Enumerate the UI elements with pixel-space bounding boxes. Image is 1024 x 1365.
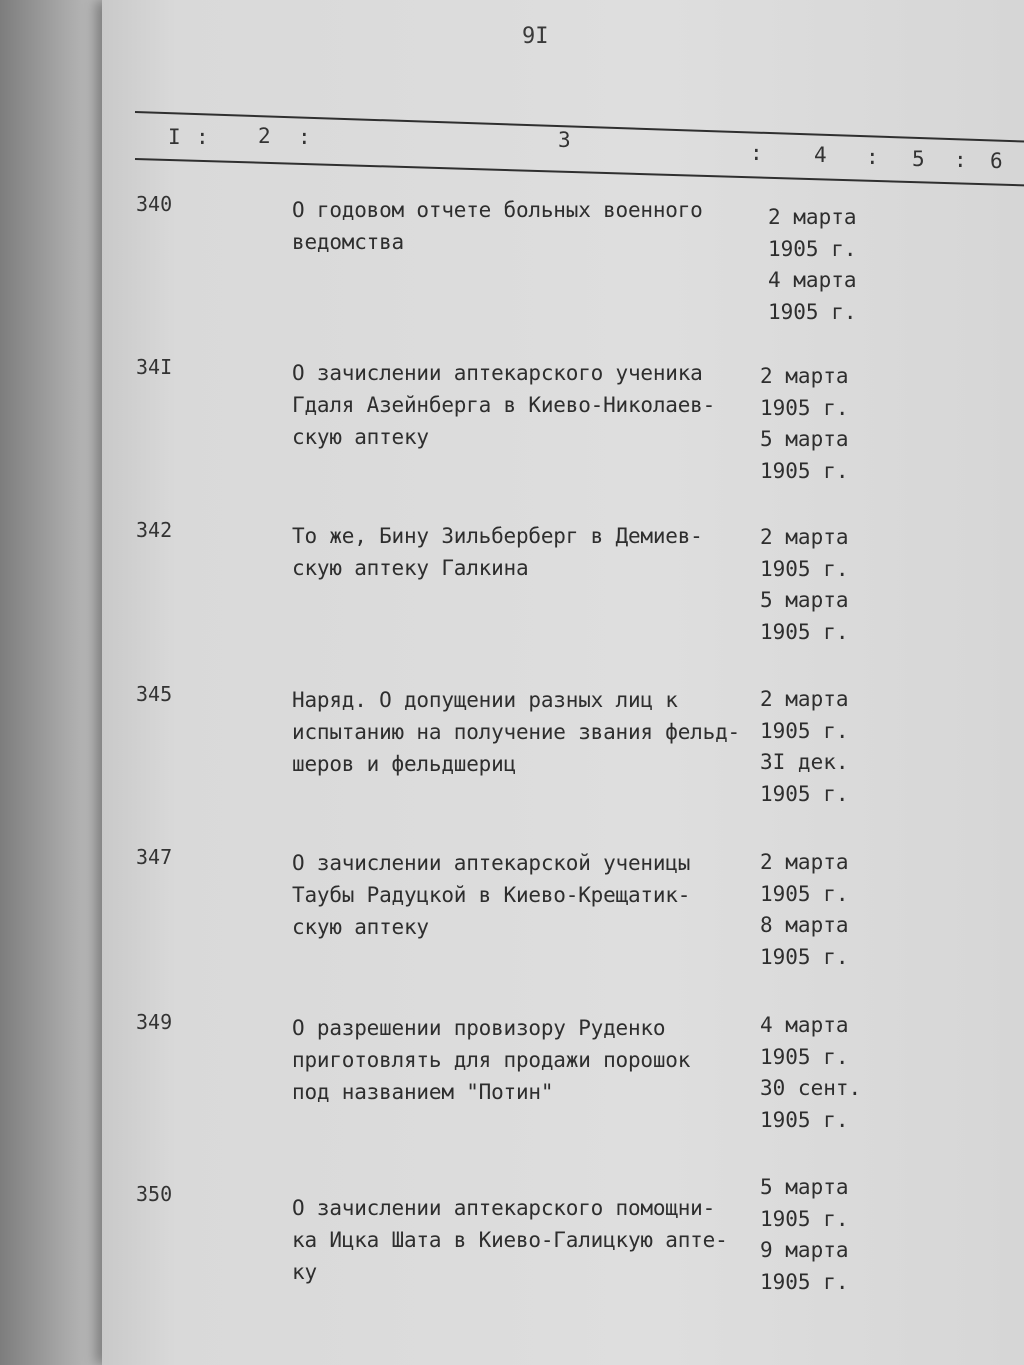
col-head-5: 5 (912, 147, 925, 171)
date-start: 2 марта (760, 364, 849, 388)
date-end-year: 1905 г. (760, 781, 849, 806)
row-dates (760, 1010, 870, 1136)
date-end-year: 1905 г. (760, 619, 849, 644)
col-sep-4: : (866, 145, 879, 169)
row-title: О годовом отчете больных военного ведомства (292, 198, 703, 254)
date-start-year: 1905 г. (760, 881, 849, 906)
date-start: 4 марта (760, 1013, 849, 1037)
date-start-year: 1905 г. (760, 1206, 849, 1231)
row-dates (760, 1172, 870, 1298)
col-sep-1: : (196, 125, 209, 149)
date-end-year: 1905 г. (760, 458, 849, 483)
table-row (0, 518, 1024, 678)
row-title: О зачислении аптекарского помощни- ка Ицка Шата в Киево-Галицкую апте- ку (292, 1196, 728, 1284)
date-end-year: 1905 г. (768, 299, 857, 324)
date-end-year: 1905 г. (760, 944, 849, 969)
col-head-2: 2 (258, 124, 271, 148)
row-dates (760, 684, 870, 810)
date-start: 2 марта (760, 850, 849, 874)
date-end: 5 марта (760, 588, 849, 612)
row-number: 350 (136, 1182, 173, 1206)
date-start-year: 1905 г. (760, 718, 849, 743)
col-head-3: 3 (558, 128, 571, 152)
date-end: 3I дек. (760, 750, 849, 774)
date-end: 4 марта (768, 268, 857, 292)
date-start: 2 марта (760, 687, 849, 711)
row-dates (760, 522, 870, 648)
date-end: 9 марта (760, 1238, 849, 1262)
col-sep-2: : (298, 125, 311, 149)
date-start-year: 1905 г. (768, 236, 857, 261)
date-start: 2 марта (768, 205, 857, 229)
row-dates (760, 361, 870, 487)
date-start: 5 марта (760, 1175, 849, 1199)
row-number: 342 (136, 518, 173, 542)
table-row (0, 355, 1024, 515)
row-title: То же, Бину Зильберберг в Демиев- скую аптеку Галкина (292, 524, 703, 580)
col-sep-5: : (954, 148, 967, 172)
row-title: О зачислении аптекарской ученицы Таубы Радуцкой в Киево-Крещатик- скую аптеку (292, 851, 691, 939)
date-start-year: 1905 г. (760, 556, 849, 581)
date-end: 8 марта (760, 913, 849, 937)
row-title: Наряд. О допущении разных лиц к испытанию на получение звания фельд- шеров и фельдшериц (292, 688, 740, 776)
table-row (0, 1010, 1024, 1170)
row-number: 347 (136, 845, 173, 869)
date-end: 5 марта (760, 427, 849, 451)
row-number: 34I (136, 355, 173, 379)
row-number: 349 (136, 1010, 173, 1034)
row-number: 345 (136, 682, 173, 706)
row-dates (768, 202, 878, 328)
col-head-6: 6 (990, 149, 1003, 173)
table-row (0, 1172, 1024, 1332)
date-start-year: 1905 г. (760, 1044, 849, 1069)
col-head-1: I (168, 125, 181, 149)
table-row (0, 192, 1024, 352)
row-title: О разрешении провизору Руденко приготовлять для продажи порошок под названием "Потин" (292, 1016, 691, 1104)
date-start: 2 марта (760, 525, 849, 549)
date-end-year: 1905 г. (760, 1107, 849, 1132)
row-title: О зачислении аптекарского ученика Гдаля Азейнберга в Киево-Николаев- скую аптеку (292, 361, 716, 449)
table-row (0, 682, 1024, 842)
date-start-year: 1905 г. (760, 395, 849, 420)
date-end-year: 1905 г. (760, 1269, 849, 1294)
col-sep-3: : (750, 141, 763, 165)
col-head-4: 4 (814, 143, 827, 167)
row-number: 340 (136, 192, 173, 216)
page-number: 9I (522, 24, 549, 49)
date-end: 30 сент. (760, 1076, 862, 1100)
row-dates (760, 847, 870, 973)
table-row (0, 845, 1024, 1005)
